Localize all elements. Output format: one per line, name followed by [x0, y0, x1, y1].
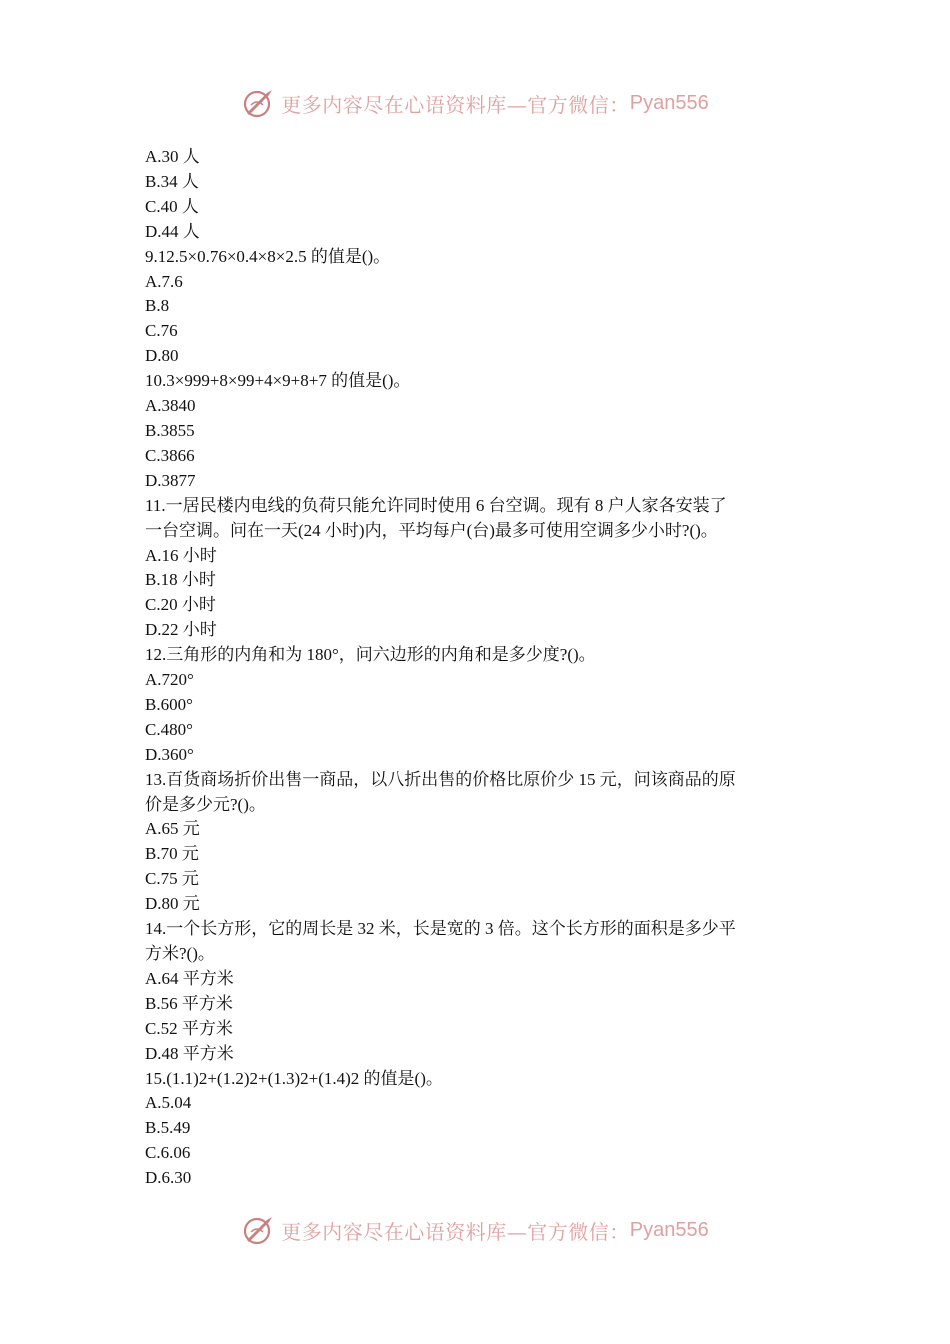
- text-line: A.5.04: [145, 1093, 192, 1113]
- text-line: B.70 元: [145, 844, 199, 864]
- header-watermark: [0, 83, 950, 123]
- question-11: 11.一居民楼内电线的负荷只能允许同时使用 6 台空调。现有 8 户人家各安装了: [145, 495, 727, 515]
- question-15: 15.(1.1)2+(1.2)2+(1.3)2+(1.4)2 的值是()。: [145, 1068, 443, 1088]
- text-line: B.5.49: [145, 1118, 191, 1138]
- text-line: D.80: [145, 346, 179, 366]
- text-line: D.6.30: [145, 1168, 192, 1188]
- text-line: B.34 人: [145, 171, 199, 191]
- text-line: A.3840: [145, 396, 196, 416]
- question-9: 9.12.5×0.76×0.4×8×2.5 的值是()。: [145, 246, 391, 266]
- text-line: C.20 小时: [145, 595, 216, 615]
- text-line: D.44 人: [145, 221, 200, 241]
- text-line: B.3855: [145, 420, 195, 440]
- text-line: C.40 人: [145, 196, 199, 216]
- question-13: 13.百货商场折价出售一商品，以八折出售的价格比原价少 15 元，问该商品的原: [145, 769, 736, 789]
- watermark-wechat-id: Pyan556: [629, 91, 709, 114]
- question-10: 10.3×999+8×99+4×9+8+7 的值是()。: [145, 371, 411, 391]
- text-line: A.7.6: [145, 271, 183, 291]
- text-line: A.30 人: [145, 147, 200, 166]
- text-line: 方米?()。: [145, 944, 215, 963]
- text-line: B.600°: [145, 694, 193, 714]
- footer-watermark: [0, 1210, 950, 1250]
- watermark-wechat-id: Pyan556: [629, 1218, 709, 1241]
- question-14: 14.一个长方形，它的周长是 32 米，长是宽的 3 倍。这个长方形的面积是多少平: [145, 919, 736, 939]
- pen-logo-icon: [241, 85, 277, 121]
- text-line: A.64 平方米: [145, 968, 234, 988]
- text-line: D.48 平方米: [145, 1043, 234, 1063]
- text-line: 价是多少元?()。: [145, 794, 266, 814]
- pen-logo-icon: [241, 1212, 277, 1248]
- text-line: 一台空调。问在一天(24 小时)内，平均每户(台)最多可使用空调多少小时?()。: [145, 520, 718, 540]
- text-line: D.80 元: [145, 894, 200, 914]
- text-line: C.480°: [145, 719, 193, 739]
- text-line: B.18 小时: [145, 570, 216, 590]
- text-line: A.720°: [145, 670, 194, 690]
- document-body: [145, 145, 810, 1191]
- text-line: D.22 小时: [145, 620, 217, 640]
- text-line: A.65 元: [145, 819, 200, 839]
- text-line: C.6.06: [145, 1143, 191, 1163]
- watermark-text: 更多内容尽在心语资料库—官方微信：: [281, 1219, 630, 1244]
- text-line: B.8: [145, 296, 170, 316]
- text-line: D.360°: [145, 744, 194, 764]
- question-12: 12.三角形的内角和为 180°，问六边形的内角和是多少度?()。: [145, 645, 596, 665]
- text-line: C.52 平方米: [145, 1018, 233, 1038]
- watermark-text: 更多内容尽在心语资料库—官方微信：: [281, 92, 630, 117]
- text-line: C.3866: [145, 445, 195, 465]
- text-line: C.76: [145, 321, 178, 341]
- text-line: C.75 元: [145, 869, 199, 889]
- text-line: D.3877: [145, 470, 196, 490]
- text-line: A.16 小时: [145, 545, 217, 565]
- text-line: B.56 平方米: [145, 993, 233, 1013]
